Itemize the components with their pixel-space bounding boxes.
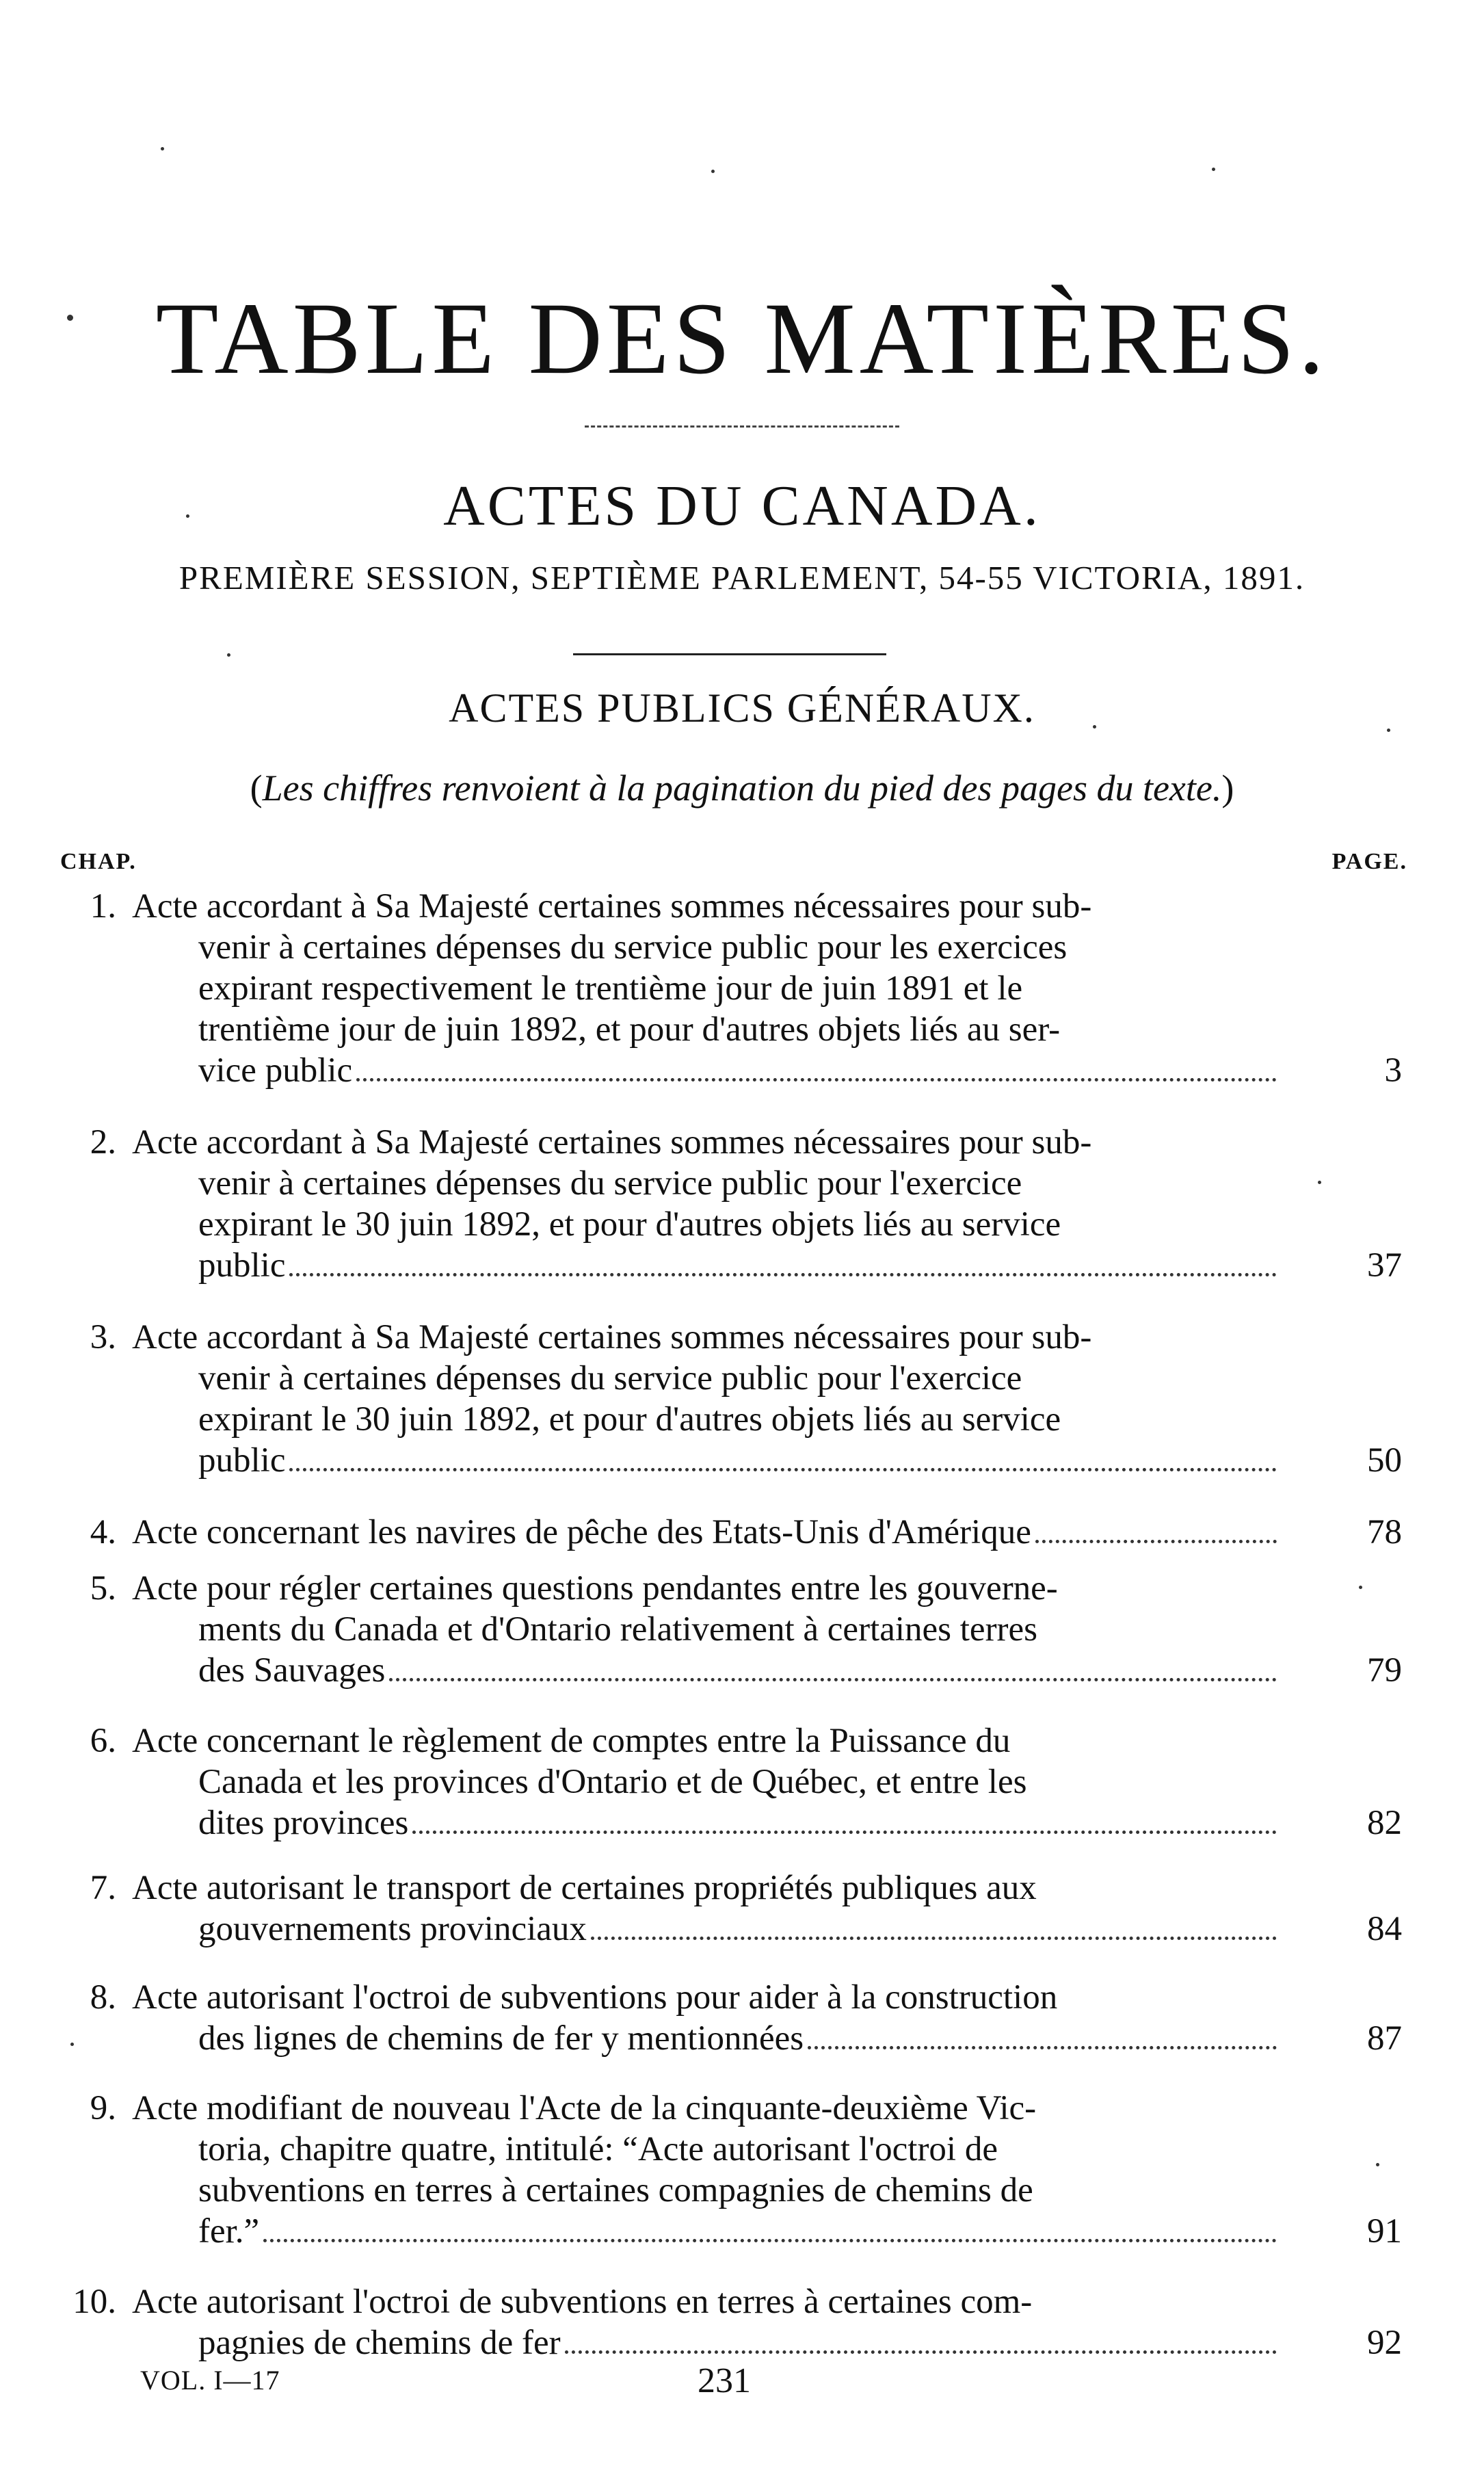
title-divider: [585, 425, 899, 428]
entry-last-line: [198, 1245, 1281, 1286]
entry-title-line: gouvernements provinciaux: [198, 1910, 587, 1948]
chapter-number: 8.: [90, 1978, 116, 2017]
entry-title-line: des lignes de chemins de fer y mentionnées: [198, 2019, 804, 2058]
entry-title-line: toria, chapitre quatre, intitulé: “Acte autorisant l'octroi de: [198, 2130, 998, 2168]
column-header-chap: CHAP.: [60, 849, 137, 874]
entry-last-line: [198, 1440, 1281, 1481]
entry-title: [132, 1512, 1281, 1553]
entry-title-line: Acte modifiant de nouveau l'Acte de la cinquante-deuxième Vic-: [132, 2089, 1037, 2127]
entry-title: [132, 1568, 1281, 1691]
print-speck: [711, 170, 715, 173]
entry-title-line: expirant le 30 juin 1892, et pour d'autres objets liés au service: [198, 1400, 1061, 1439]
entry-title-line: des Sauvages: [198, 1651, 386, 1690]
entry-title-line: Acte concernant le règlement de comptes entre la Puissance du: [132, 1722, 1011, 1760]
section-divider: [573, 653, 886, 655]
dot-leader: [263, 2239, 1277, 2242]
entry-title-line: fer.”: [198, 2212, 260, 2251]
entry-last-line: [198, 1050, 1281, 1091]
entry-title: [132, 2088, 1281, 2252]
entry-last-line: [132, 1512, 1281, 1553]
entry-title-line: Acte autorisant le transport de certaines propriétés publiques aux: [132, 1869, 1037, 1907]
entry-title-line: Acte accordant à Sa Majesté certaines sommes nécessaires pour sub-: [132, 1318, 1092, 1356]
print-speck: [70, 2043, 74, 2046]
entry-page-number: 92: [1367, 2324, 1402, 2362]
entry-title-line: ments du Canada et d'Ontario relativement à certaines terres: [198, 1610, 1038, 1649]
chapter-number: 5.: [90, 1569, 116, 1608]
print-speck: [161, 147, 164, 150]
entry-title-line: trentième jour de juin 1892, et pour d'autres objets liés au ser-: [198, 1010, 1061, 1049]
entry-last-line: [198, 1650, 1281, 1691]
entry-title-line: vice public: [198, 1051, 353, 1090]
entry-title-line: pagnies de chemins de fer: [198, 2324, 561, 2362]
entry-last-line: [198, 1909, 1281, 1950]
entry-title-line: dites provinces: [198, 1804, 409, 1842]
entry-title-line: expirant le 30 juin 1892, et pour d'autres objets liés au service: [198, 1205, 1061, 1244]
entry-title: [132, 1977, 1281, 2059]
chapter-number: 1.: [90, 887, 116, 926]
dot-leader: [808, 2046, 1277, 2049]
dot-leader: [565, 2350, 1277, 2354]
entry-title-line: Canada et les provinces d'Ontario et de Québec, et entre les: [198, 1763, 1027, 1801]
entry-title-line: Acte accordant à Sa Majesté certaines sommes nécessaires pour sub-: [132, 1123, 1092, 1162]
dot-leader: [389, 1678, 1277, 1681]
pagination-note: [0, 768, 1484, 809]
entry-title: [132, 2281, 1281, 2363]
chapter-number: 3.: [90, 1318, 116, 1356]
dot-leader: [591, 1937, 1277, 1940]
entry-title-line: expirant respectivement le trentième jour de juin 1891 et le: [198, 969, 1023, 1008]
entry-title: [132, 1867, 1281, 1950]
print-speck: [1212, 168, 1215, 171]
entry-page-number: 3: [1384, 1051, 1402, 1090]
entry-title-line: public: [198, 1441, 286, 1480]
print-speck: [1318, 1181, 1321, 1184]
volume-signature: VOL. I—17: [140, 2365, 280, 2396]
entry-page-number: 87: [1367, 2019, 1402, 2058]
session-line: PREMIÈRE SESSION, SEPTIÈME PARLEMENT, 54-55 VICTORIA, 1891.: [178, 559, 1306, 596]
entry-page-number: 91: [1367, 2212, 1402, 2251]
chapter-number: 6.: [90, 1722, 116, 1760]
chapter-number: 4.: [90, 1513, 116, 1551]
entry-last-line: [198, 2211, 1281, 2252]
note-open-paren: (: [250, 768, 263, 809]
entry-title-line: Acte pour régler certaines questions pendantes entre les gouverne-: [132, 1569, 1058, 1608]
entry-last-line: [198, 2018, 1281, 2059]
page-title: TABLE DES MATIÈRES.: [155, 282, 1329, 395]
entry-title-line: Acte autorisant l'octroi de subventions en terres à certaines com-: [132, 2283, 1033, 2321]
subsection-title: ACTES PUBLICS GÉNÉRAUX.: [449, 685, 1035, 731]
dot-leader: [356, 1078, 1277, 1081]
chapter-number: 7.: [90, 1869, 116, 1907]
dot-leader: [289, 1468, 1277, 1471]
chapter-number: 2.: [90, 1123, 116, 1162]
entry-title: [132, 1720, 1281, 1844]
entry-last-line: [198, 2322, 1281, 2363]
chapter-number: 9.: [90, 2089, 116, 2127]
entry-page-number: 78: [1367, 1513, 1402, 1551]
note-close-paren: ): [1221, 768, 1234, 809]
entry-last-line: [198, 1802, 1281, 1844]
entry-title-line: venir à certaines dépenses du service public pour l'exercice: [198, 1359, 1022, 1398]
column-header-page: PAGE.: [1331, 849, 1407, 874]
chapter-number: 10.: [72, 2283, 116, 2321]
entry-title: [132, 1122, 1281, 1286]
section-title: ACTES DU CANADA.: [443, 474, 1041, 538]
note-text: Les chiffres renvoient à la pagination du pied des pages du texte.: [262, 768, 1222, 809]
entry-title-line: Acte autorisant l'octroi de subventions pour aider à la construction: [132, 1978, 1058, 2017]
entry-title: [132, 1317, 1281, 1481]
entry-page-number: 79: [1367, 1651, 1402, 1690]
entry-page-number: 37: [1367, 1246, 1402, 1285]
entry-page-number: 84: [1367, 1910, 1402, 1948]
entry-title-line: venir à certaines dépenses du service public pour les exercices: [198, 928, 1068, 967]
entry-page-number: 50: [1367, 1441, 1402, 1480]
entry-title-line: Acte accordant à Sa Majesté certaines sommes nécessaires pour sub-: [132, 887, 1092, 926]
dot-leader: [1035, 1540, 1277, 1543]
print-speck: [1387, 729, 1390, 732]
entry-title-line: venir à certaines dépenses du service public pour l'exercice: [198, 1164, 1022, 1203]
entry-title-line: public: [198, 1246, 286, 1285]
entry-title-line: subventions en terres à certaines compagnies de chemins de: [198, 2171, 1033, 2209]
print-speck: [227, 653, 230, 657]
print-speck: [1359, 1586, 1362, 1589]
entry-title-line: Acte concernant les navires de pêche des Etats-Unis d'Amérique: [132, 1513, 1031, 1551]
dot-leader: [289, 1273, 1277, 1276]
entry-page-number: 82: [1367, 1804, 1402, 1842]
page-number: 231: [698, 2361, 751, 2400]
dot-leader: [412, 1831, 1277, 1834]
print-speck: [1376, 2163, 1379, 2166]
entry-title: [132, 886, 1281, 1091]
